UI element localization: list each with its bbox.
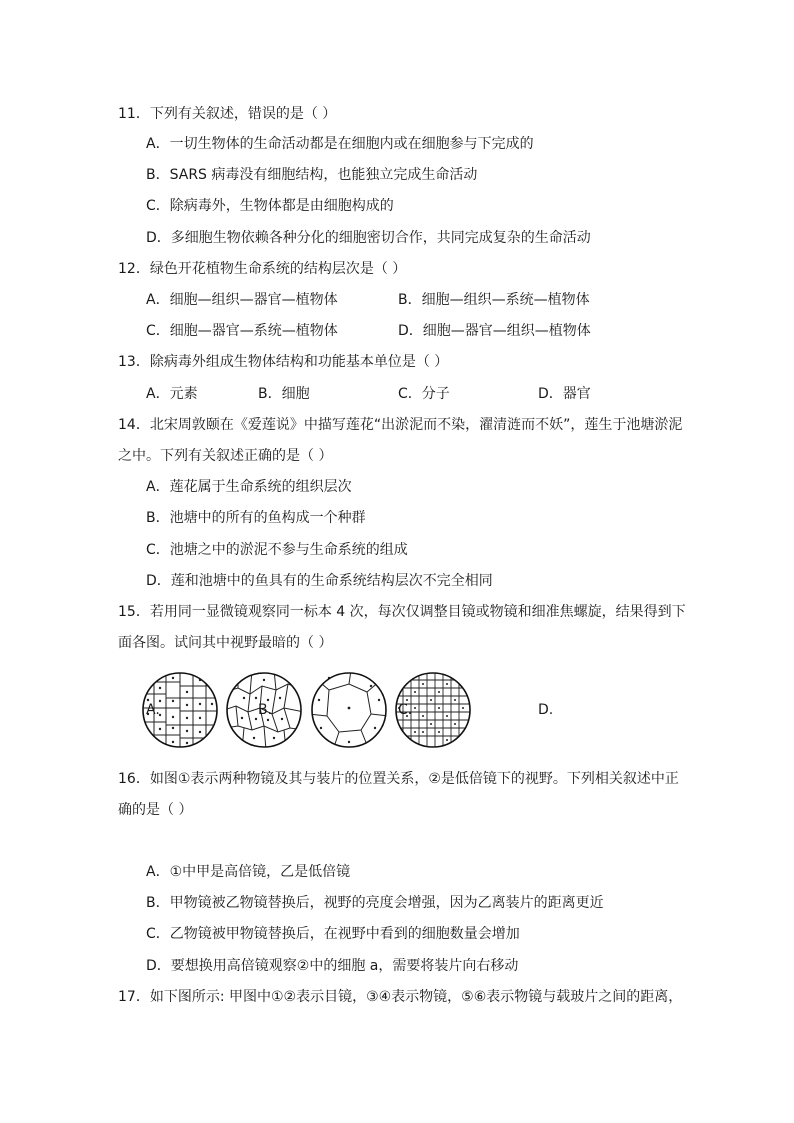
q15-stem-line1: 15．若用同一显微镜观察同一标本 4 次，每次仅调整目镜或物镜和细准焦螺旋，结果得到下 [118, 604, 686, 620]
q16-option-b: B．甲物镜被乙物镜替换后，视野的亮度会增强，因为乙离装片的距离更近 [146, 895, 604, 911]
q16-option-c: C．乙物镜被甲物镜替换后，在视野中看到的细胞数量会增加 [146, 926, 520, 942]
q16-option-a: A．①中甲是高倍镜，乙是低倍镜 [146, 864, 351, 880]
q12-stem: 12．绿色开花植物生命系统的结构层次是（ ） [118, 261, 407, 277]
q16-stem-line1: 16．如图①表示两种物镜及其与装片的位置关系，②是低倍镜下的视野。下列相关叙述中正 [118, 771, 679, 787]
figure-c-label: C. [398, 702, 413, 718]
q11-option-c: C．除病毒外，生物体都是由细胞构成的 [146, 198, 394, 214]
q14-option-a: A．莲花属于生命系统的组织层次 [146, 479, 352, 495]
q14-option-b: B．池塘中的所有的鱼构成一个种群 [146, 510, 366, 526]
q12-option-c: C．细胞—器官—系统—植物体 [146, 323, 338, 339]
microscope-fields-figure [140, 670, 660, 755]
figure-b-label: B. [258, 702, 273, 718]
q14-stem-line1: 14．北宋周敦颐在《爱莲说》中描写莲花“出淤泥而不染，濯清涟而不妖”，莲生于池塘淤泥 [118, 417, 683, 433]
q13-option-d: D．器官 [538, 386, 591, 402]
figure-c-field [309, 670, 389, 750]
q14-option-c: C．池塘之中的淤泥不参与生命系统的组成 [146, 542, 408, 558]
figure-d-label: D. [538, 702, 554, 718]
q12-option-b: B．细胞—组织—系统—植物体 [398, 292, 590, 308]
q16-stem-line2: 确的是（ ） [118, 802, 193, 818]
q11-option-d: D．多细胞生物依赖各种分化的细胞密切合作，共同完成复杂的生命活动 [146, 230, 591, 246]
q12-option-a: A．细胞—组织—器官—植物体 [146, 292, 338, 308]
q16-option-d: D．要想换用高倍镜观察②中的细胞 a，需要将装片向右移动 [146, 958, 519, 974]
q11-stem: 11．下列有关叙述，错误的是（ ） [118, 106, 337, 122]
q13-option-a: A．元素 [146, 386, 198, 402]
q12-option-d: D．细胞—器官—组织—植物体 [398, 323, 591, 339]
q11-option-b: B．SARS 病毒没有细胞结构，也能独立完成生命活动 [146, 167, 478, 183]
q15-stem-line2: 面各图。试问其中视野最暗的（ ） [118, 635, 333, 651]
q17-stem-line1: 17．如下图所示: 甲图中①②表示目镜，③④表示物镜，⑤⑥表示物镜与载玻片之间的距离， [118, 989, 683, 1005]
figure-a-label: A. [146, 702, 160, 718]
q14-option-d: D．莲和池塘中的鱼具有的生命系统结构层次不完全相同 [146, 573, 493, 589]
q13-stem: 13．除病毒外组成生物体结构和功能基本单位是（ ） [118, 354, 449, 370]
q14-stem-line2: 之中。下列有关叙述正确的是（ ） [118, 448, 333, 464]
q11-option-a: A．一切生物体的生命活动都是在细胞内或在细胞参与下完成的 [146, 136, 534, 152]
q13-option-b: B．细胞 [258, 386, 310, 402]
q13-option-c: C．分子 [398, 386, 450, 402]
